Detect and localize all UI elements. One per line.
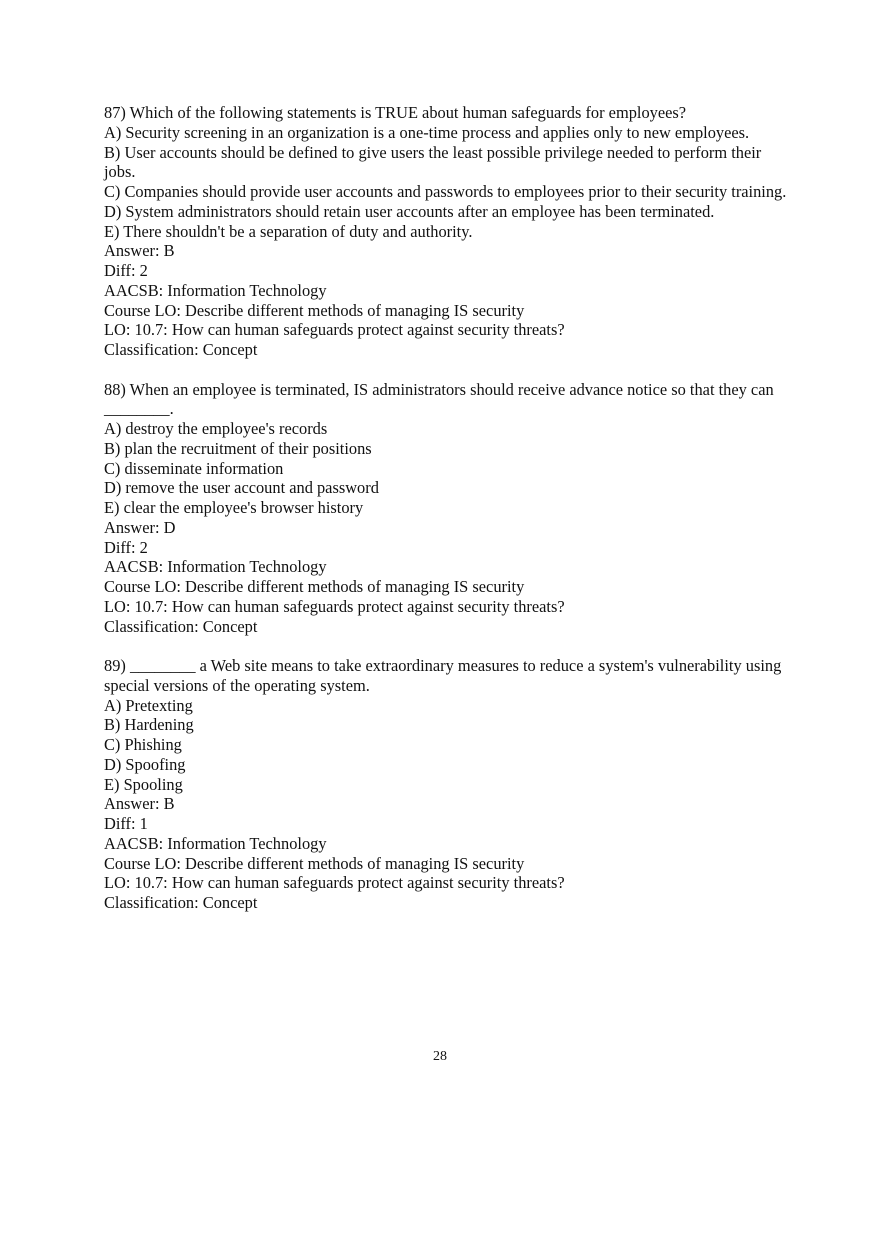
question-stem: 89) ________ a Web site means to take extraordinary measures to reduce a system's vulnerability using special versions of the operating system. (104, 656, 782, 695)
learning-objective: LO: 10.7: How can human safeguards protect against security threats? (104, 873, 565, 893)
learning-objective: LO: 10.7: How can human safeguards protect against security threats? (104, 596, 565, 616)
question-list (104, 103, 794, 933)
answer: Answer: B (104, 241, 175, 261)
option-d: D) remove the user account and password (104, 478, 379, 498)
course-lo: Course LO: Describe different methods of managing IS security (104, 853, 525, 873)
classification: Classification: Concept (104, 893, 258, 912)
option-b: B) plan the recruitment of their positions (104, 438, 372, 458)
question-stem: 88) When an employee is terminated, IS administrators should receive advance notice so that they can ________. (104, 379, 774, 419)
option-a: A) destroy the employee's records (104, 419, 328, 438)
option-a: A) Pretexting (104, 695, 193, 715)
aacsb: AACSB: Information Technology (104, 833, 327, 853)
option-d: D) Spoofing (104, 754, 186, 774)
question-88 (104, 380, 794, 637)
classification: Classification: Concept (104, 340, 258, 359)
question-89 (104, 656, 794, 913)
question-87 (104, 103, 794, 360)
classification: Classification: Concept (104, 616, 258, 636)
question-stem: 87) Which of the following statements is TRUE about human safeguards for employees? (104, 103, 687, 122)
aacsb: AACSB: Information Technology (104, 280, 327, 300)
answer: Answer: B (104, 794, 175, 814)
option-b: B) Hardening (104, 715, 194, 735)
option-c: C) Companies should provide user accounts and passwords to employees prior to their security training. (104, 182, 787, 201)
difficulty: Diff: 2 (104, 261, 148, 280)
difficulty: Diff: 2 (104, 537, 148, 557)
option-c: C) Phishing (104, 735, 182, 754)
option-b: B) User accounts should be defined to give users the least possible privilege needed to perform their jobs. (104, 142, 762, 182)
option-e: E) Spooling (104, 774, 183, 794)
answer: Answer: D (104, 517, 176, 537)
difficulty: Diff: 1 (104, 814, 148, 833)
learning-objective: LO: 10.7: How can human safeguards protect against security threats? (104, 320, 565, 340)
course-lo: Course LO: Describe different methods of managing IS security (104, 300, 525, 320)
option-e: E) There shouldn't be a separation of duty and authority. (104, 221, 473, 241)
option-e: E) clear the employee's browser history (104, 498, 364, 517)
page-number: 28 (433, 1049, 447, 1064)
course-lo: Course LO: Describe different methods of managing IS security (104, 577, 525, 596)
option-a: A) Security screening in an organization is a one-time process and applies only to new employees. (104, 122, 750, 142)
aacsb: AACSB: Information Technology (104, 557, 327, 577)
option-c: C) disseminate information (104, 458, 284, 478)
option-d: D) System administrators should retain user accounts after an employee has been terminated. (104, 201, 715, 221)
